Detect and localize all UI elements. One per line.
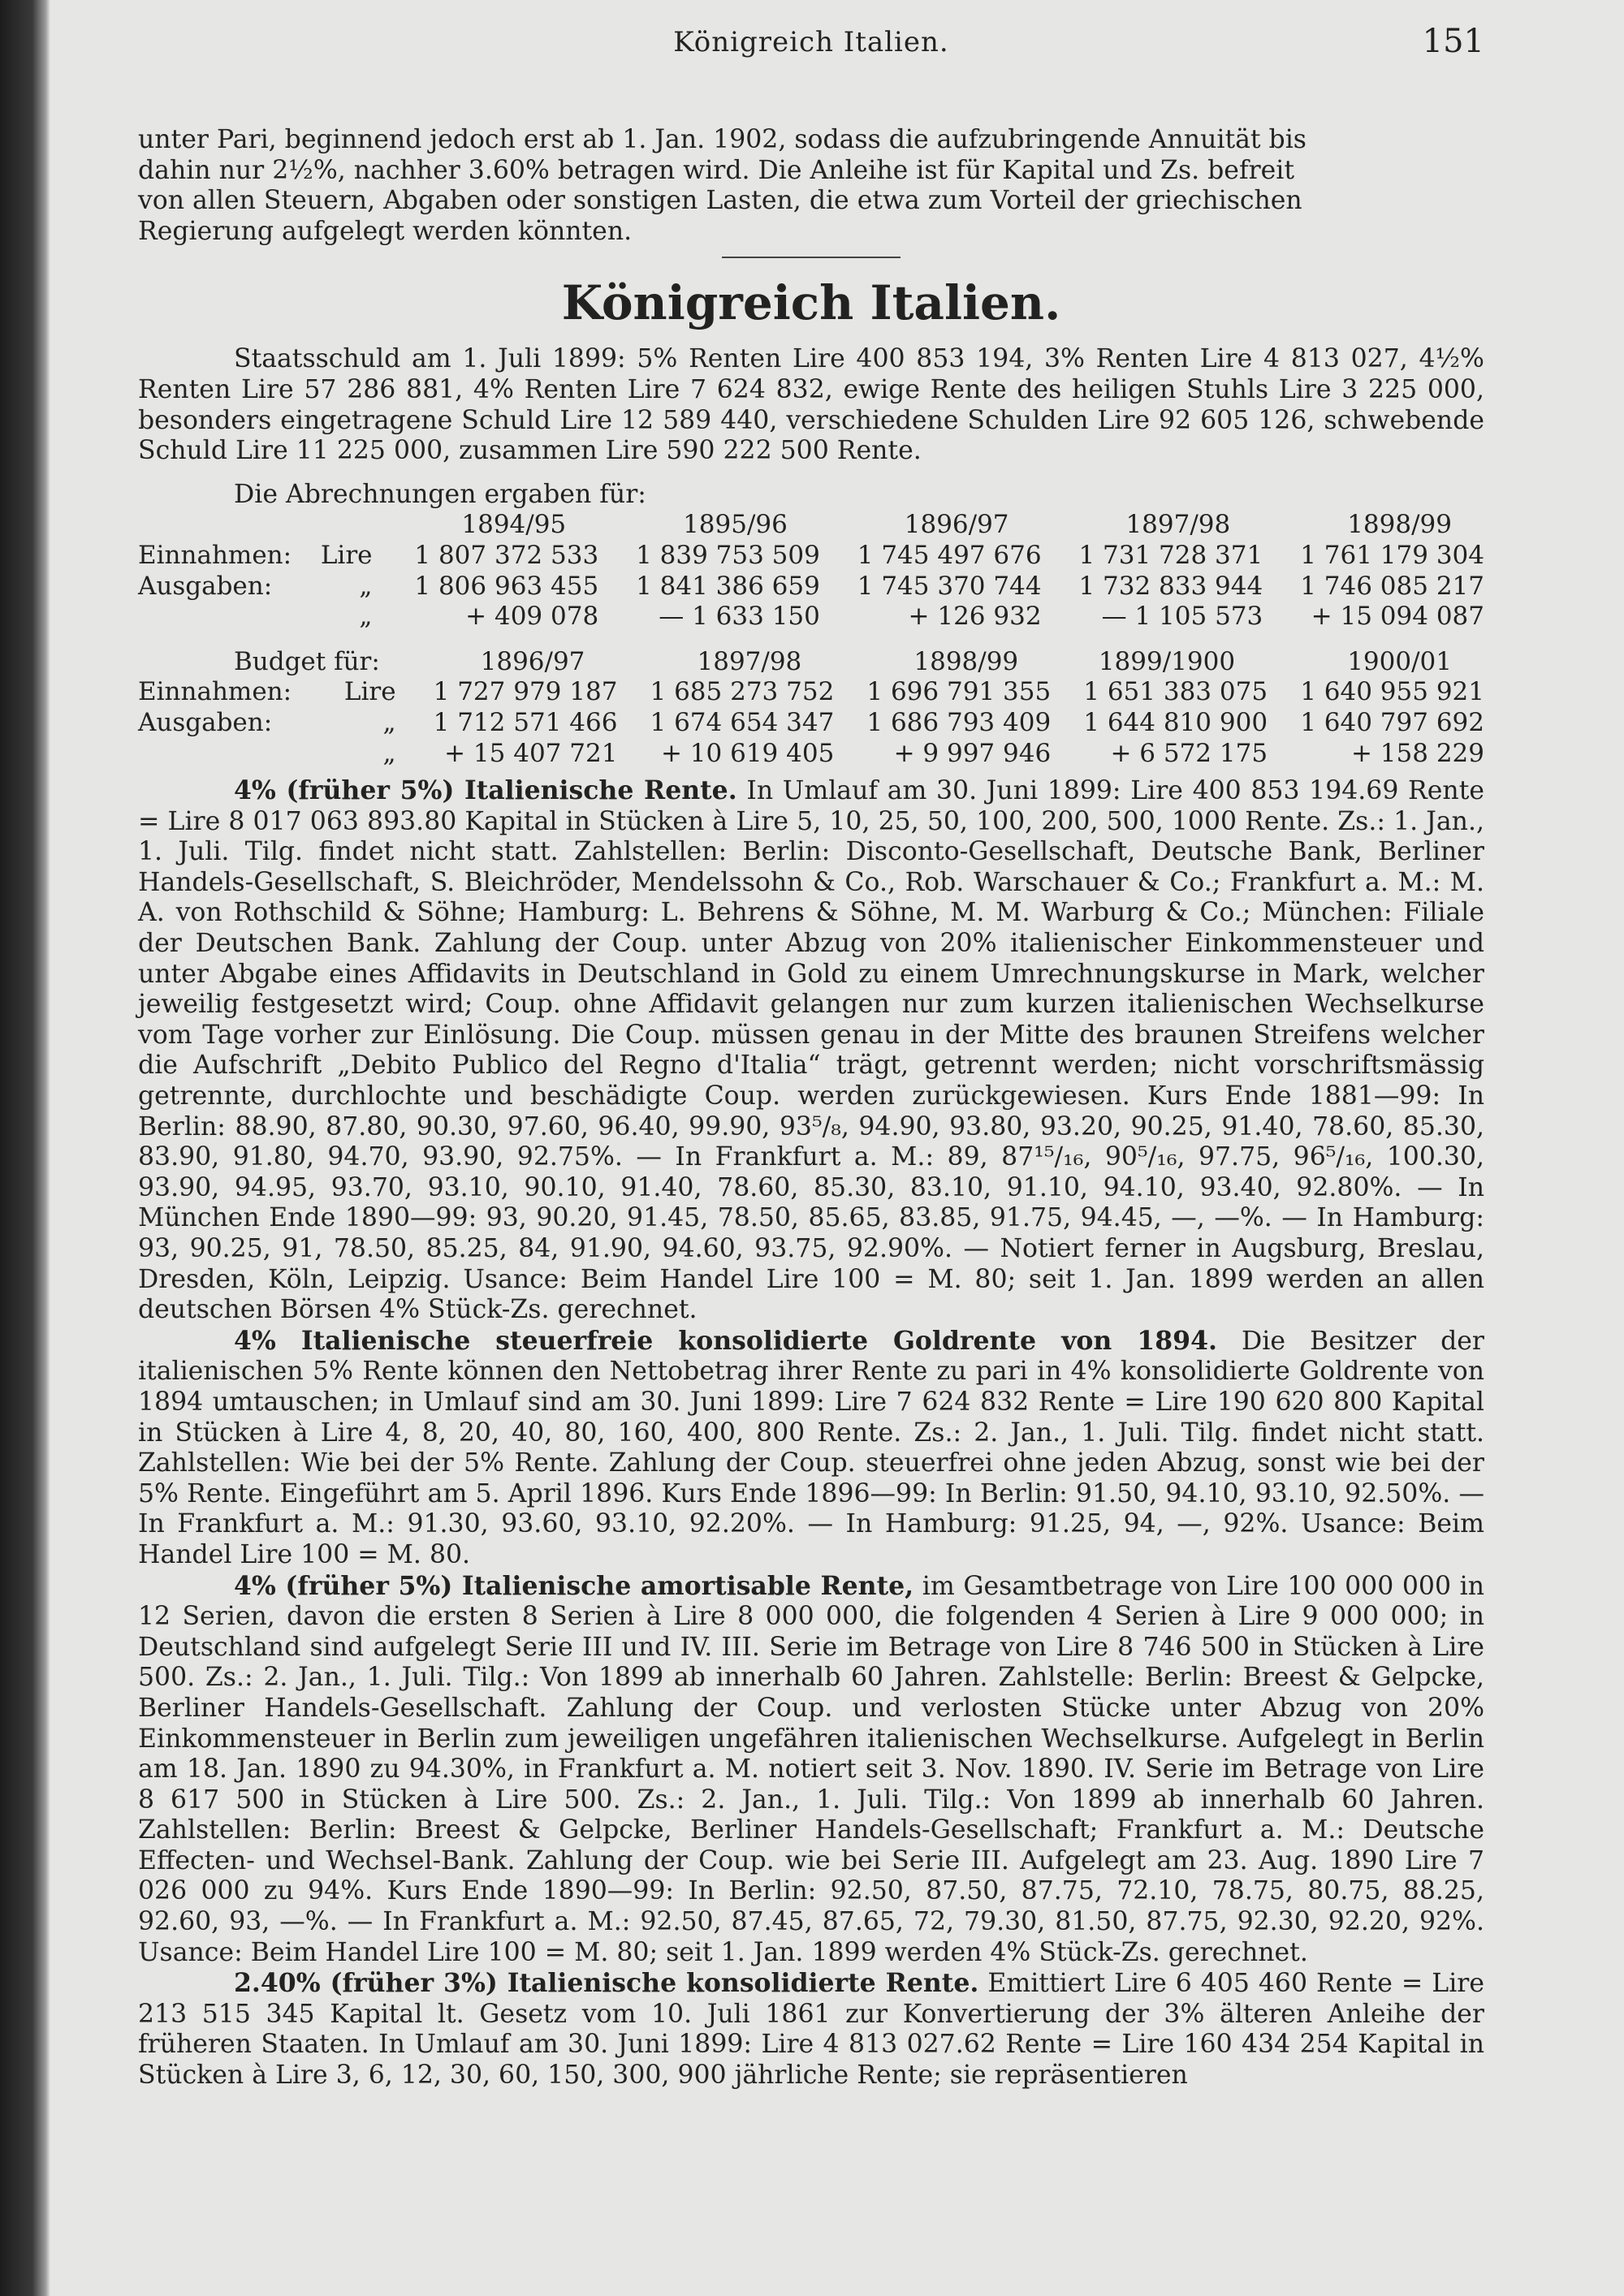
row-currency: „ <box>382 738 396 768</box>
row-label: Ausgaben: <box>138 707 273 737</box>
running-title: Königreich Italien. <box>673 26 949 58</box>
table-cell: + 15 407 721 <box>444 738 618 768</box>
table-cell: + 6 572 175 <box>1110 738 1268 768</box>
accounts-intro: Die Abrechnungen ergaben für: <box>234 479 646 509</box>
row-label <box>138 739 328 770</box>
row-currency: „ <box>359 571 373 601</box>
budget-table <box>138 647 1484 769</box>
bond-entry-amortisable-rente <box>138 1571 1484 1969</box>
table-cell: 1 651 383 075 <box>1083 677 1268 707</box>
carryover-paragraph <box>138 125 1484 247</box>
bond-entry-goldrente-1894 <box>138 1326 1484 1571</box>
table-cell: + 158 229 <box>1350 738 1484 768</box>
page-number: 151 <box>1422 23 1484 60</box>
year-header: 1897/98 <box>697 646 802 676</box>
carryover-line: von allen Steuern, Abgaben oder sonstigen Lasten, die etwa zum Vorteil der griechischen <box>138 186 1302 216</box>
carryover-line: unter Pari, beginnend jedoch erst ab 1. Jan. 1902, sodass die aufzubringende Annuität bis <box>138 125 1307 154</box>
bond-text: Die Besitzer der italienischen 5% Rente können den Nettobetrag ihrer Rente zu pari in 4% konsolidierte Goldrente von 1894 umtauschen; in Umlauf sind am 30. Juni 1899: Lire 7 624 832 Rente = Lire 190 620 800 Kapital in Stücken à Lire 4, 8, 20, 40, 80, 160, 400, 800 Rente. Zs.: 2. Jan., 1. Juli. Tilg. findet nicht statt. Zahlstellen: Wie bei der 5% Rente. Zahlung der Coup. steuerfrei ohne jeden Abzug, sonst wie bei der 5% Rente. Eingeführt am 5. April 1896. Kurs Ende 1896—99: In Berlin: 91.50, 94.10, 93.10, 92.50%. — In Frankfurt a. M.: 91.30, 93.60, 93.10, 92.20%. — In Hamburg: 91.25, 94, —, 92%. Usance: Beim Handel Lire 100 = M. 80. <box>138 1326 1484 1569</box>
table-row <box>138 677 1484 708</box>
table-cell: 1 746 085 217 <box>1300 571 1484 601</box>
table-cell: 1 745 370 744 <box>857 571 1042 601</box>
table-row <box>138 572 1484 602</box>
table-cell: + 10 619 405 <box>660 738 835 768</box>
year-header: 1897/98 <box>1125 510 1231 540</box>
bond-text: Emittiert Lire 6 405 460 Rente = Lire 213 515 345 Kapital lt. Gesetz vom 10. Juli 1861 zur Konvertierung der 3% älteren Anleihe der früheren Staaten. In Umlauf am 30. Juni 1899: Lire 4 813 027.62 Rente = Lire 160 434 254 Kapital in Stücken à Lire 3, 6, 12, 30, 60, 150, 300, 900 jährliche Rente; sie repräsentieren <box>138 1969 1484 2091</box>
state-debt-paragraph: Staatsschuld am 1. Juli 1899: 5% Renten Lire 400 853 194, 3% Renten Lire 4 813 027, 4½% Renten Lire 57 286 881, 4% Renten Lire 7 624 832, ewige Rente des heiligen Stuhls Lire 3 225 000, besonders eingetragene Schuld Lire 12 589 440, verschiedene Schulden Lire 92 605 126, schwebende Schuld Lire 11 225 000, zusammen Lire 590 222 500 Rente. <box>138 344 1484 466</box>
year-header: 1900/01 <box>1347 646 1452 676</box>
row-label: Einnahmen: <box>138 540 292 570</box>
table-cell: 1 674 654 347 <box>650 707 835 737</box>
year-header: 1896/97 <box>904 510 1009 540</box>
table-cell: 1 685 273 752 <box>650 677 835 707</box>
year-header: 1898/99 <box>914 646 1019 676</box>
year-header: 1894/95 <box>461 510 567 540</box>
table-cell: + 9 997 946 <box>893 738 1052 768</box>
bond-title: 4% Italienische steuerfreie konsolidierte Goldrente von 1894. <box>234 1325 1217 1356</box>
table-row <box>138 541 1484 572</box>
table-cell: 1 712 571 466 <box>433 707 618 737</box>
year-header: 1898/99 <box>1347 510 1452 540</box>
table-cell: + 15 094 087 <box>1311 602 1484 632</box>
row-label: Ausgaben: <box>138 571 273 601</box>
table-cell: 1 761 179 304 <box>1300 540 1484 570</box>
table-cell: — 1 105 573 <box>1101 602 1263 632</box>
table-cell: 1 841 386 659 <box>636 571 820 601</box>
table-header-row <box>138 647 1484 678</box>
bond-text: In Umlauf am 30. Juni 1899: Lire 400 853 194.69 Rente = Lire 8 017 063 893.80 Kapital in Stücken à Lire 5, 10, 25, 50, 100, 200, 500, 1000 Rente. Zs.: 1. Jan., 1. Juli. Tilg. findet nicht statt. Zahlstellen: Berlin: Disconto-Gesellschaft, Deutsche Bank, Berliner Handels-Gesellschaft, S. Bleichröder, Mendelssohn & Co., Rob. Warschauer & Co.; Frankfurt a. M.: M. A. von Rothschild & Söhne; Hamburg: L. Behrens & Söhne, M. M. Warburg & Co.; München: Filiale der Deutschen Bank. Zahlung der Coup. unter Abzug von 20% italienischer Einkommensteuer und unter Abgabe eines Affidavits in Deutschland in Gold zu einem Umrechnungskurse in Mark, welcher jeweilig festgesetzt wird; Coup. ohne Affidavit gelangen nur zum kurzen italienischen Wechselkurse vom Tage vorher zur Einlösung. Die Coup. müssen genau in der Mitte des braunen Streifens welcher die Aufschrift „Debito Publico del Regno d'Italia“ trägt, getrennt werden; nicht vorschriftsmässig getrennte, durchlochte und beschädigte Coup. werden zurückgewiesen. Kurs Ende 1881—99: In Berlin: 88.90, 87.80, 90.30, 97.60, 96.40, 99.90, 93⁵/₈, 94.90, 93.80, 93.20, 90.25, 91.40, 78.60, 85.30, 83.90, 91.80, 94.70, 93.90, 92.75%. — In Frankfurt a. M.: 89, 87¹⁵/₁₆, 90⁵/₁₆, 97.75, 96⁵/₁₆, 100.30, 93.90, 94.95, 93.70, 93.10, 90.10, 91.40, 78.60, 85.30, 83.10, 91.10, 94.10, 93.40, 92.80%. — In München Ende 1890—99: 93, 90.20, 91.45, 78.50, 85.65, 83.85, 91.75, 94.45, —, —%. — In Hamburg: 93, 90.25, 91, 78.50, 85.25, 84, 91.90, 94.60, 93.75, 92.90%. — Notiert ferner in Augsburg, Breslau, Dresden, Köln, Leipzig. Usance: Beim Handel Lire 100 = M. 80; seit 1. Jan. 1899 werden an allen deutschen Börsen 4% Stück-Zs. gerechnet. <box>138 776 1485 1325</box>
year-header: 1895/96 <box>683 510 788 540</box>
table-cell: 1 731 728 371 <box>1078 540 1263 570</box>
bond-entry-konsolidierte-rente <box>138 1968 1484 2091</box>
scan-binding-edge <box>0 0 50 2296</box>
section-title: Königreich Italien. <box>561 275 1061 331</box>
bond-title: 4% (früher 5%) Italienische amortisable Rente, <box>234 1570 914 1601</box>
row-currency: „ <box>382 707 396 737</box>
table-header-row <box>138 510 1484 541</box>
table-cell: 1 727 979 187 <box>433 677 618 707</box>
section-divider <box>722 257 901 258</box>
document-page <box>138 23 1484 2091</box>
table-cell: 1 686 793 409 <box>866 707 1052 737</box>
table-cell: + 409 078 <box>465 602 599 632</box>
table-cell: + 126 932 <box>908 602 1042 632</box>
table-row <box>138 739 1484 770</box>
table-cell: 1 839 753 509 <box>636 540 820 570</box>
table-cell: 1 644 810 900 <box>1083 707 1268 737</box>
running-header <box>138 23 1484 65</box>
bond-title: 4% (früher 5%) Italienische Rente. <box>234 775 737 806</box>
table-cell: 1 745 497 676 <box>857 540 1042 570</box>
year-header: 1896/97 <box>480 646 585 676</box>
table-row <box>138 708 1484 739</box>
accounts-table <box>138 510 1484 632</box>
row-currency: „ <box>359 602 373 632</box>
row-label <box>138 602 311 632</box>
bond-title: 2.40% (früher 3%) Italienische konsolidierte Rente. <box>234 1968 979 1999</box>
table-cell: 1 696 791 355 <box>866 677 1052 707</box>
carryover-line: Regierung aufgelegt werden könnten. <box>138 216 633 246</box>
carryover-line: dahin nur 2½%, nachher 3.60% betragen wird. Die Anleihe ist für Kapital und Zs. befreit <box>138 155 1295 185</box>
bond-text: im Gesamtbetrage von Lire 100 000 000 in 12 Serien, davon die ersten 8 Serien à Lire 8 000 000, die folgenden 4 Serien à Lire 9 000 000; in Deutschland sind aufgelegt Serie III und IV. III. Serie im Betrage von Lire 8 746 500 in Stücken à Lire 500. Zs.: 2. Jan., 1. Juli. Tilg.: Von 1899 ab innerhalb 60 Jahren. Zahlstelle: Berlin: Breest & Gelpcke, Berliner Handels-Gesellschaft. Zahlung der Coup. und verlosten Stücke unter Abzug von 20% Einkommensteuer in Berlin zum jeweiligen ungefähren italienischen Wechselkurse. Aufgelegt in Berlin am 18. Jan. 1890 zu 94.30%, in Frankfurt a. M. notiert seit 3. Nov. 1890. IV. Serie im Betrage von Lire 8 617 500 in Stücken à Lire 500. Zs.: 2. Jan., 1. Juli. Tilg.: Von 1899 ab innerhalb 60 Jahren. Zahlstellen: Berlin: Breest & Gelpcke, Berliner Handels-Gesellschaft; Frankfurt a. M.: Deutsche Effecten- und Wechsel-Bank. Zahlung der Coup. wie bei Serie III. Aufgelegt am 23. Aug. 1890 Lire 7 026 000 zu 94%. Kurs Ende 1890—99: In Berlin: 92.50, 87.50, 87.75, 72.10, 78.75, 80.75, 88.25, 92.60, 93, —%. — In Frankfurt a. M.: 92.50, 87.45, 87.65, 72, 79.30, 81.50, 87.75, 92.30, 92.20, 92%. Usance: Beim Handel Lire 100 = M. 80; seit 1. Jan. 1899 werden 4% Stück-Zs. gerechnet. <box>138 1571 1484 1967</box>
row-label: Einnahmen: <box>138 677 292 707</box>
table-row <box>138 602 1484 632</box>
year-header: 1899/1900 <box>1098 646 1236 676</box>
table-cell: 1 806 963 455 <box>414 571 599 601</box>
table-cell: 1 732 833 944 <box>1078 571 1263 601</box>
row-currency: Lire <box>343 677 396 707</box>
row-currency: Lire <box>320 540 373 570</box>
table-cell: 1 640 955 921 <box>1300 677 1484 707</box>
table-cell: — 1 633 150 <box>659 602 820 632</box>
bond-entry-italian-rente <box>138 775 1484 1326</box>
budget-intro: Budget für: <box>234 646 380 676</box>
table-cell: 1 640 797 692 <box>1300 707 1484 737</box>
table-cell: 1 807 372 533 <box>414 540 599 570</box>
